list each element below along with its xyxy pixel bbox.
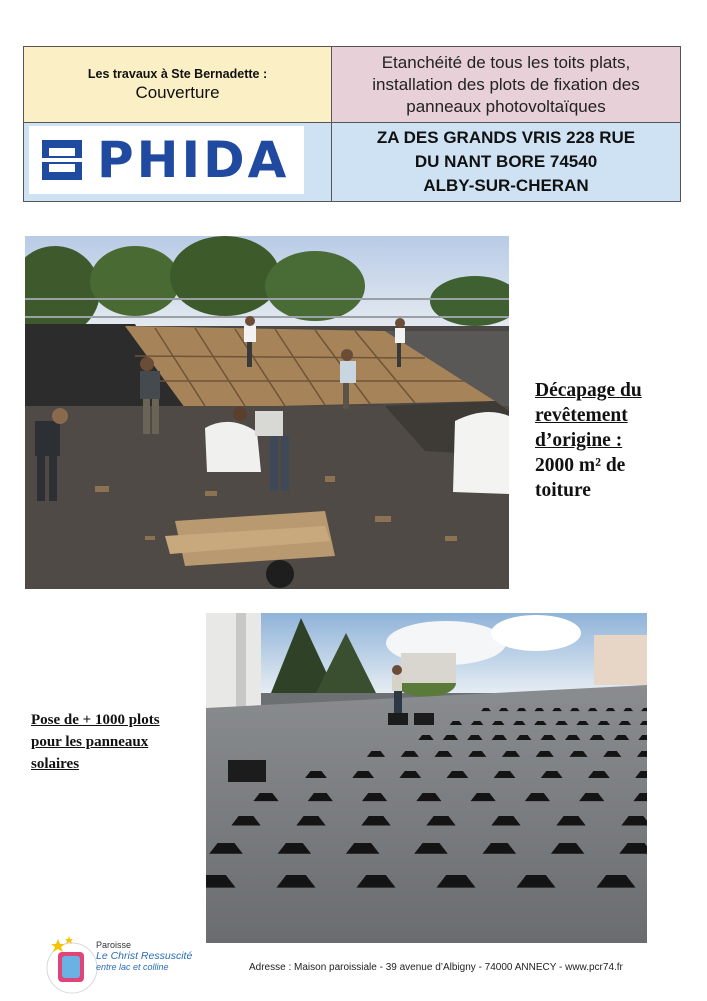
caption-line: d’origine : [535,430,623,451]
company-logo [29,126,304,194]
company-logo-text: PHIDA [97,131,290,189]
description-cell [332,47,680,123]
parish-text [96,940,192,973]
caption-line: pour les panneaux [31,734,149,750]
address-line: ZA DES GRANDS VRIS 228 RUE [376,128,636,147]
header-table [23,46,681,202]
roof-stripping-caption [535,378,685,503]
roof-stripping-photo [25,236,509,589]
parish-emblem-icon [42,934,102,996]
caption-line: toiture [535,480,591,501]
caption-line: Pose de + 1000 plots [31,712,160,728]
description-line: Etanchéité de tous les toits plats, [381,52,631,72]
caption-line: Décapage du [535,380,642,401]
caption-line: solaires [31,756,80,772]
mounting-studs-caption [31,709,201,775]
footer-address: Adresse : Maison paroissiale - 39 avenue d’Albigny - 74000 ANNECY - www.pcr74.fr [249,962,623,973]
parish-subtitle: entre lac et colline [96,962,169,972]
mounting-studs-photo [206,613,647,943]
works-title-cell [24,47,332,123]
parish-name: Le Christ Ressuscité [96,950,193,962]
works-type: Couverture [135,83,220,102]
description-line: installation des plots de fixation des [372,74,640,94]
works-label: Les travaux à Ste Bernadette : [87,67,268,81]
phida-logo-icon [39,137,85,183]
address-line: ALBY-SUR-CHERAN [423,176,589,195]
description-line: panneaux photovoltaïques [406,96,606,116]
company-logo-cell [24,123,332,201]
address-line: DU NANT BORE 74540 [414,152,598,171]
caption-line: 2000 m² de [535,455,626,476]
caption-line: revêtement [535,405,628,426]
company-address-cell [332,123,680,201]
parish-label: Paroisse [96,940,132,950]
